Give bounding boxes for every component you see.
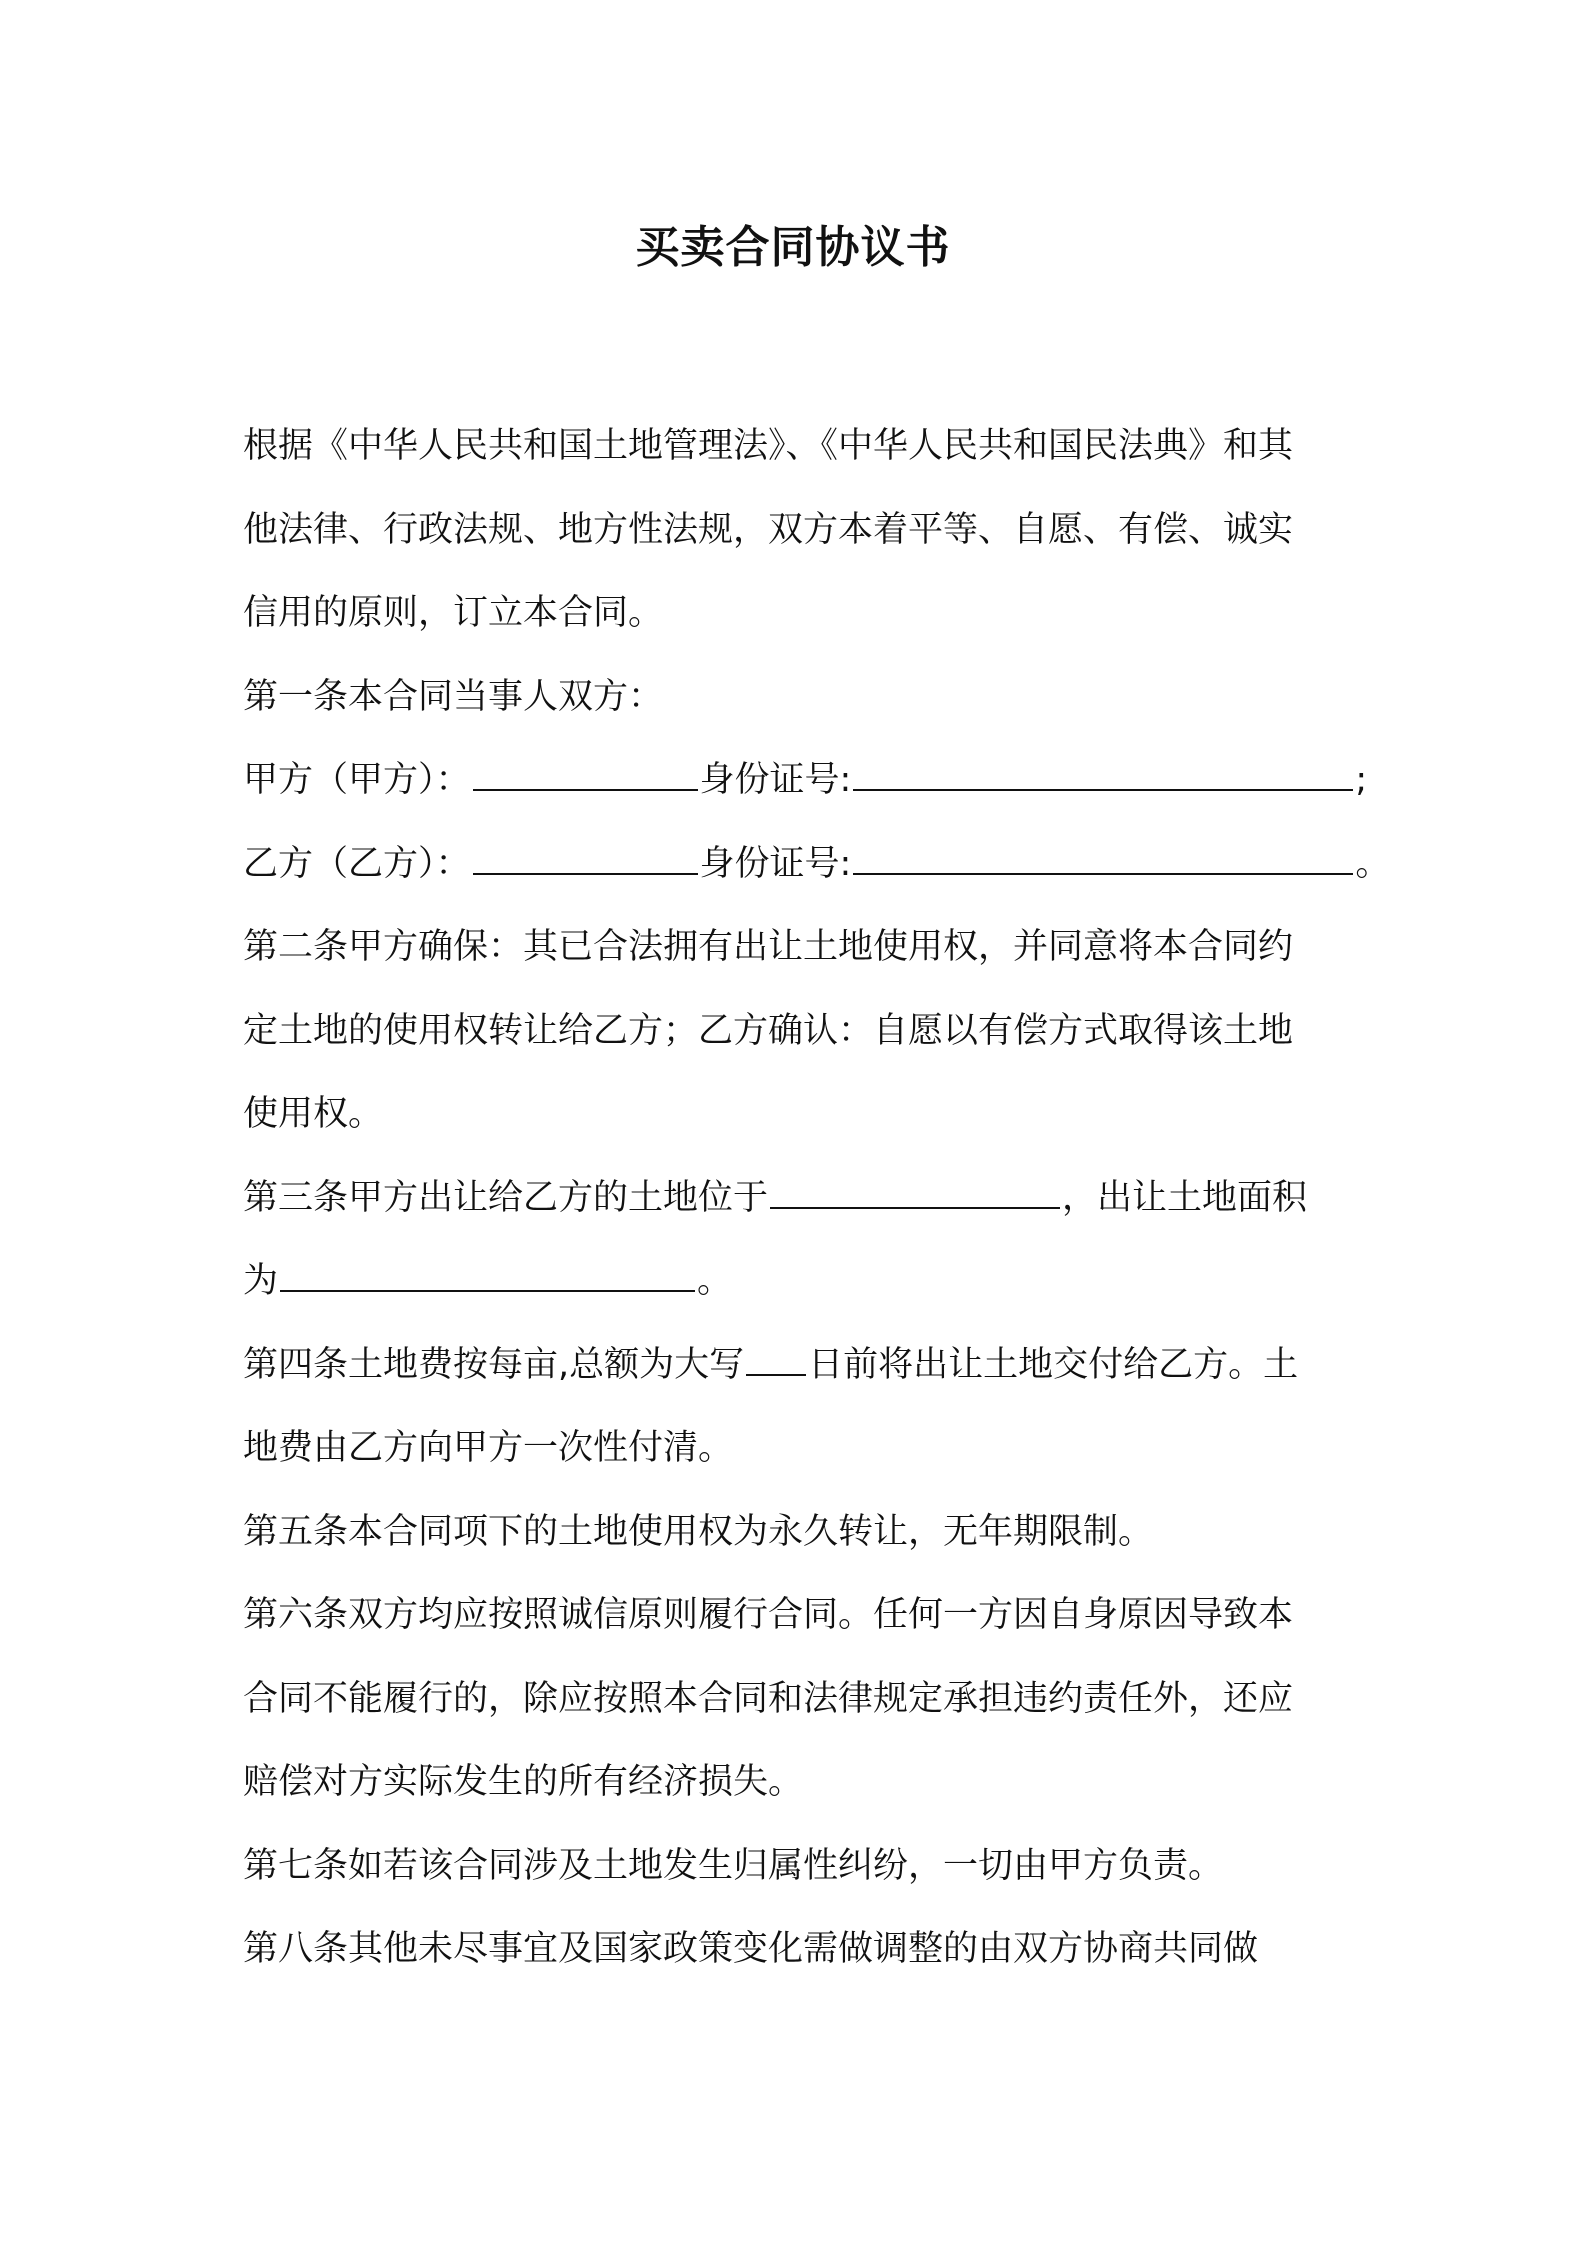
party-a-line — [243, 739, 1373, 823]
party-b-line — [243, 823, 1391, 907]
article-6-line: 赔偿对方实际发生的所有经济损失。 — [243, 1762, 804, 1802]
article-4-line: 地费由乙方向甲方一次性付清。 — [243, 1428, 734, 1468]
article-2-line: 定土地的使用权转让给乙方；乙方确认：自愿以有偿方式取得该土地 — [243, 1010, 1294, 1051]
land-area-blank[interactable] — [280, 1260, 695, 1292]
document-title: 买卖合同协议书 — [635, 222, 951, 273]
intro-line: 他法律、行政法规、地方性法规，双方本着平等、自愿、有偿、诚实 — [243, 509, 1294, 550]
article-3-line — [243, 1240, 1373, 1324]
party-b-id-blank[interactable] — [853, 843, 1353, 875]
article-3-text: 第三条甲方出让给乙方的土地位于 — [243, 1177, 769, 1218]
article-1-heading: 第一条本合同当事人双方： — [243, 676, 664, 717]
article-5-line: 第五条本合同项下的土地使用权为永久转让，无年期限制。 — [243, 1511, 1154, 1552]
article-4-line — [243, 1324, 1373, 1408]
article-2-line: 使用权。 — [243, 1094, 384, 1134]
party-a-name-blank[interactable] — [473, 759, 698, 791]
party-b-id-label: 身份证号: — [699, 843, 852, 884]
article-6-line: 第六条双方均应按照诚信原则履行合同。任何一方因自身原因导致本 — [243, 1595, 1294, 1635]
party-b-end: 。 — [1355, 843, 1391, 884]
article-4-text: 第四条土地费按每亩,总额为大写 — [243, 1344, 745, 1385]
document-body — [243, 405, 1391, 1992]
article-3-text: 。 — [697, 1261, 733, 1301]
party-b-name-blank[interactable] — [473, 843, 698, 875]
party-b-label: 乙方（乙方）： — [243, 843, 471, 884]
article-7-line: 第七条如若该合同涉及土地发生归属性纠纷，一切由甲方负责。 — [243, 1845, 1224, 1886]
party-a-id-blank[interactable] — [853, 759, 1353, 791]
party-a-label: 甲方（甲方）： — [243, 760, 471, 800]
party-a-end: ; — [1355, 760, 1368, 800]
article-3-line — [243, 1157, 1373, 1241]
article-6-line: 合同不能履行的，除应按照本合同和法律规定承担违约责任外，还应 — [243, 1678, 1294, 1719]
article-8-line: 第八条其他未尽事宜及国家政策变化需做调整的由双方协商共同做 — [243, 1929, 1259, 1969]
amount-blank[interactable] — [746, 1344, 806, 1376]
intro-line: 根据《中华人民共和国土地管理法》、《中华人民共和国民法典》和其 — [243, 426, 1294, 466]
article-4-text: 日前将出让土地交付给乙方。土 — [808, 1344, 1299, 1385]
land-location-blank[interactable] — [770, 1177, 1060, 1209]
article-3-text: 为 — [243, 1261, 279, 1301]
party-a-id-label: 身份证号: — [699, 760, 852, 800]
article-3-text: ，出让土地面积 — [1062, 1177, 1308, 1218]
article-2-line: 第二条甲方确保：其已合法拥有出让土地使用权，并同意将本合同约 — [243, 927, 1294, 967]
intro-line: 信用的原则，订立本合同。 — [243, 593, 664, 633]
